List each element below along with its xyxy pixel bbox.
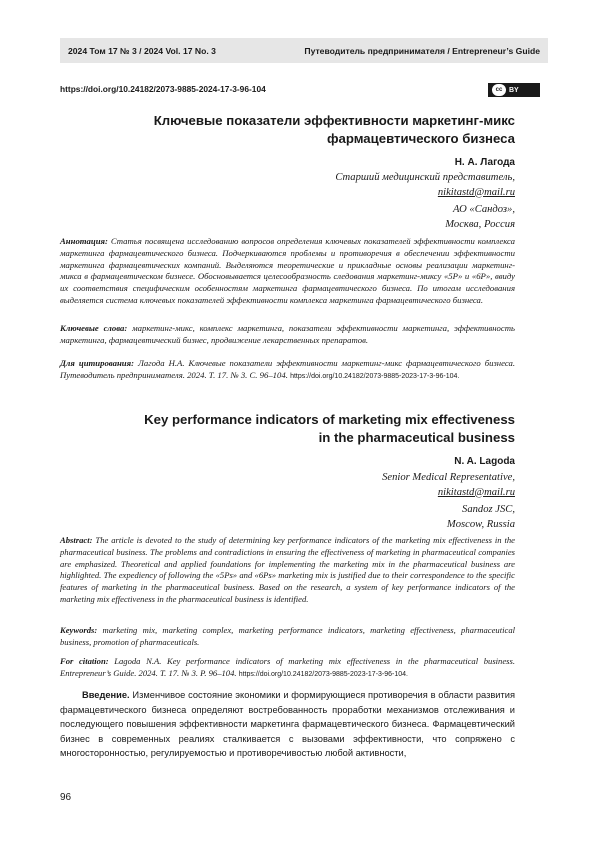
ru-author: Н. А. Лагода	[454, 157, 515, 168]
doi-link[interactable]: https://doi.org/10.24182/2073-9885-2024-17-3-96-104	[60, 84, 266, 94]
ru-title-line-1: Ключевые показатели эффективности маркетинг-микс	[153, 113, 515, 128]
ru-abstract	[60, 236, 515, 307]
ru-position: Старший медицинский представитель,	[335, 172, 515, 183]
ru-keywords-text: маркетинг-микс, комплекс маркетинга, показатели эффективности маркетинга, эффективность маркетинга, фармацевтический бизнес, продвижение лекарственных препаратов.	[60, 323, 515, 345]
ru-keywords-label: Ключевые слова:	[60, 323, 128, 333]
en-affiliation	[60, 471, 515, 532]
en-position: Senior Medical Representative,	[382, 472, 515, 483]
journal-header	[60, 38, 548, 63]
page-number: 96	[60, 792, 72, 803]
en-title-line-1: Key performance indicators of marketing mix effectiveness	[144, 412, 515, 427]
en-org: Sandoz JSC,	[462, 504, 515, 515]
en-abstract-text: The article is devoted to the study of determining key performance indicators of the marketing mix effectiveness in the pharmaceutical business. The problems and contradictions in ensuring the effectiveness of marketing in pharmaceutical companies are emphasized. Theoretical and applied foundations for implementing the marketing mix in the pharmaceutical business are highlighted. The expediency of following the «5Ps» and «6Ps» marketing mix is justified due to their correspondence to the specific features of marketing in the pharmaceutical business. Based on the research, a system of key performance indicators of the marketing mix effectiveness in the pharmaceutical business is identified.	[60, 535, 515, 604]
intro-text: Изменчивое состояние экономики и формирующиеся противоречия в области развития фармацевтического бизнеса определяют востребованность проработки механизмов отслеживания и последующего повышения эффективности маркетинга фармацевтического бизнеса. Фармацевтический бизнес в современных реалиях сталкивается с вызовами эффективности, что сопряжено с многосторонностью, регулируемостью и противоречивостью любой активности,	[60, 690, 515, 758]
en-citation	[60, 656, 515, 681]
ru-abstract-text: Статья посвящена исследованию вопросов определения ключевых показателей эффективности комплекса маркетинга фармацевтического бизнеса. Подчеркиваются проблемы и противоречия в обеспечении эффективности маркетинга фармацевтических компаний. Выделяются теоретические и прикладные основы реализации маркетинг-микса в фармацевтическом бизнесе. Обосновывается целесообразность следования маркетинг-миксу «5Р» и «6Р», ввиду их соответствия специфическим особенностям маркетинга фармацевтического бизнеса. По итогам исследования выделяется система ключевых показателей эффективности комплекса маркетинга фармацевтического бизнеса.	[60, 236, 515, 305]
intro-paragraph	[60, 688, 515, 761]
en-keywords	[60, 625, 515, 649]
en-title-line-2: in the pharmaceutical business	[318, 430, 515, 445]
ru-org: АО «Сандоз»,	[453, 204, 515, 215]
ru-citation-label: Для цитирования:	[60, 358, 134, 368]
by-label: BY	[509, 86, 519, 94]
ru-email-link[interactable]: nikitastd@mail.ru	[437, 186, 515, 198]
en-abstract	[60, 535, 515, 606]
ru-title	[60, 112, 515, 148]
en-email-link[interactable]: nikitastd@mail.ru	[437, 486, 515, 498]
en-citation-doi[interactable]: https://doi.org/10.24182/2073-9885-2023-17-3-96-104.	[238, 670, 408, 678]
cc-by-license-badge[interactable]	[488, 83, 540, 97]
cc-icon: cc	[492, 84, 506, 96]
ru-title-line-2: фармацевтического бизнеса	[326, 131, 515, 146]
ru-citation-text: Лагода Н.А. Ключевые показатели эффективности маркетинг-микс фармацевтического бизнеса. Путеводитель предпринимателя. 2024. Т. 17. № 3. С. 96–104.	[60, 358, 516, 380]
en-abstract-label: Abstract:	[60, 535, 93, 545]
en-author: N. A. Lagoda	[454, 456, 515, 467]
intro-label: Введение.	[82, 690, 130, 700]
ru-citation-doi[interactable]: https://doi.org/10.24182/2073-9885-2023-17-3-96-104.	[290, 372, 460, 380]
en-keywords-label: Keywords:	[60, 625, 98, 635]
ru-abstract-label: Аннотация:	[60, 236, 108, 246]
issue-info: 2024 Том 17 № 3 / 2024 Vol. 17 No. 3	[68, 45, 216, 56]
ru-city: Москва, Россия	[445, 218, 515, 230]
en-keywords-text: marketing mix, marketing complex, marketing performance indicators, marketing effectiveness, pharmaceutical business, promotion of pharmaceuticals.	[60, 625, 515, 647]
en-citation-label: For citation:	[60, 656, 109, 666]
en-city: Moscow, Russia	[446, 518, 515, 530]
ru-keywords	[60, 323, 515, 347]
journal-name: Путеводитель предпринимателя / Entrepreneur’s Guide	[304, 45, 540, 56]
en-citation-text: Lagoda N.A. Key performance indicators of marketing mix effectiveness in the pharmaceutical business. Entrepreneur’s Guide. 2024. T. 17. № 3. P. 96–104.	[60, 656, 515, 678]
ru-affiliation	[60, 171, 515, 232]
en-title	[60, 411, 515, 447]
ru-citation	[60, 358, 515, 383]
